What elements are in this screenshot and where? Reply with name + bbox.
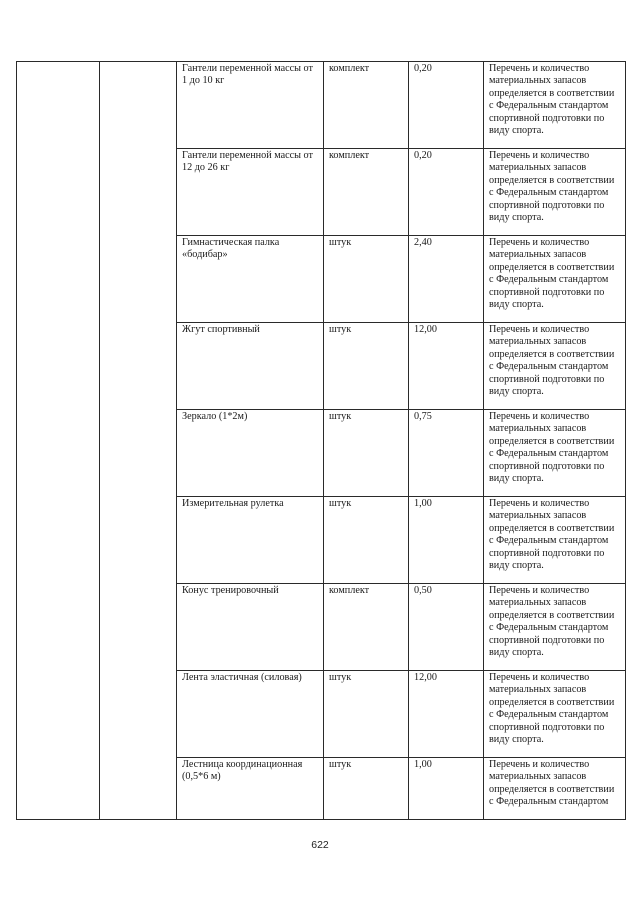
item-unit: комплект xyxy=(324,149,409,236)
item-unit: штук xyxy=(324,758,409,820)
item-note: Перечень и количество материальных запасов определяется в соответствии с Федеральным стандартом спортивной подготовки по виду спорта. xyxy=(484,584,626,671)
item-note-text: Перечень и количество материальных запасов определяется в соответствии с Федеральным стандартом xyxy=(489,759,615,808)
item-qty: 12,00 xyxy=(409,671,484,758)
item-note: Перечень и количество материальных запасов определяется в соответствии с Федеральным стандартом спортивной подготовки по виду спорта. xyxy=(484,62,626,149)
item-unit: штук xyxy=(324,410,409,497)
empty-cell-col1 xyxy=(17,62,100,820)
item-name: Зеркало (1*2м) xyxy=(177,410,324,497)
item-qty: 1,00 xyxy=(409,758,484,820)
equipment-table xyxy=(16,61,626,820)
item-name: Лента эластичная (силовая) xyxy=(177,671,324,758)
item-name: Жгут спортивный xyxy=(177,323,324,410)
item-note: Перечень и количество материальных запасов определяется в соответствии с Федеральным стандартом спортивной подготовки по виду спорта. xyxy=(484,323,626,410)
page-number: 622 xyxy=(311,839,329,851)
empty-cell-col2 xyxy=(100,62,177,820)
equipment-table-body xyxy=(17,62,626,820)
item-name: Лестница координационная (0,5*6 м) xyxy=(177,758,324,820)
item-qty: 0,50 xyxy=(409,584,484,671)
item-name: Измерительная рулетка xyxy=(177,497,324,584)
item-qty: 2,40 xyxy=(409,236,484,323)
item-note: Перечень и количество материальных запасов определяется в соответствии с Федеральным стандартом спортивной подготовки по виду спорта. xyxy=(484,236,626,323)
item-qty: 1,00 xyxy=(409,497,484,584)
item-name: Конус тренировочный xyxy=(177,584,324,671)
item-unit: комплект xyxy=(324,584,409,671)
item-note-truncated xyxy=(484,758,626,820)
item-name: Гантели переменной массы от 12 до 26 кг xyxy=(177,149,324,236)
item-unit: штук xyxy=(324,236,409,323)
table-row xyxy=(17,62,626,149)
item-qty: 0,20 xyxy=(409,149,484,236)
item-name: Гимнастическая палка «бодибар» xyxy=(177,236,324,323)
item-unit: комплект xyxy=(324,62,409,149)
item-unit: штук xyxy=(324,497,409,584)
item-unit: штук xyxy=(324,671,409,758)
item-name: Гантели переменной массы от 1 до 10 кг xyxy=(177,62,324,149)
item-note: Перечень и количество материальных запасов определяется в соответствии с Федеральным стандартом спортивной подготовки по виду спорта. xyxy=(484,410,626,497)
item-qty: 12,00 xyxy=(409,323,484,410)
item-qty: 0,20 xyxy=(409,62,484,149)
item-note: Перечень и количество материальных запасов определяется в соответствии с Федеральным стандартом спортивной подготовки по виду спорта. xyxy=(484,671,626,758)
item-note: Перечень и количество материальных запасов определяется в соответствии с Федеральным стандартом спортивной подготовки по виду спорта. xyxy=(484,149,626,236)
item-qty: 0,75 xyxy=(409,410,484,497)
item-note: Перечень и количество материальных запасов определяется в соответствии с Федеральным стандартом спортивной подготовки по виду спорта. xyxy=(484,497,626,584)
item-unit: штук xyxy=(324,323,409,410)
